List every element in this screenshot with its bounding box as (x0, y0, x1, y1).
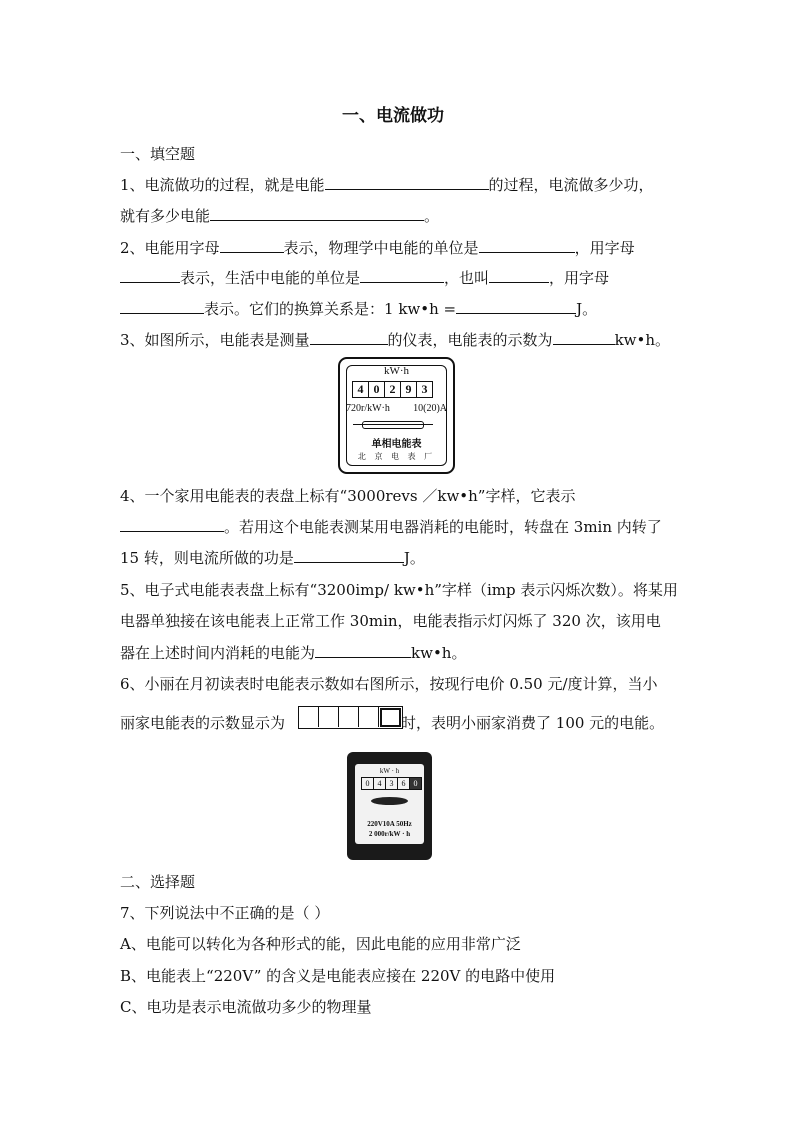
question-5-line-2: 电器单独接在该电能表上正常工作 30min，电能表指示灯闪烁了 320 次，该用电 (120, 612, 661, 630)
question-3: 3、如图所示，电能表是测量 的仪表，电能表的示数为 kw•h。 (120, 331, 670, 349)
reading-box[interactable] (319, 707, 339, 727)
meter-spec-2: 2 000r/kW · h (368, 830, 411, 838)
meter-reading-boxes[interactable] (298, 706, 403, 729)
meter-digit: 0 (410, 778, 421, 789)
question-1-line-2: 就有多少电能 。 (120, 207, 440, 225)
answer-blank[interactable] (220, 238, 284, 253)
section-multiple-choice: 二、选择题 (120, 873, 196, 891)
question-2-line-3: 表示。它们的换算关系是：1 kw•h = J。 (120, 299, 597, 319)
meter-spec-1: 220V10A 50Hz (367, 820, 412, 828)
meter-digit: 3 (386, 778, 398, 789)
reading-box[interactable] (380, 708, 401, 727)
meter-digit: 0 (362, 778, 374, 789)
electric-meter-image-2 (347, 752, 432, 860)
meter-digit: 0 (369, 382, 385, 397)
reading-box[interactable] (299, 707, 319, 727)
meter-digits (352, 381, 433, 398)
answer-blank[interactable] (120, 299, 204, 314)
meter-spec-right: 10(20)A (413, 403, 447, 414)
option-a[interactable]: A、电能可以转化为各种形式的能，因此电能的应用非常广泛 (120, 935, 521, 953)
question-5-line-3: 器在上述时间内消耗的电能为 kw•h。 (120, 644, 467, 662)
meter-digit: 4 (353, 382, 369, 397)
meter-spec-left: 720r/kW·h (346, 403, 390, 414)
question-4-line-3: 15 转，则电流所做的功是 J。 (120, 549, 425, 567)
meter-disc (371, 797, 408, 805)
answer-blank[interactable] (120, 517, 224, 532)
answer-blank[interactable] (210, 206, 424, 221)
meter-unit: kW·h (383, 365, 410, 377)
question-4-line-2: 。若用这个电能表测某用电器消耗的电能时，转盘在 3min 内转了 (120, 517, 662, 537)
page-title: 一、电流做功 (342, 106, 444, 126)
option-b[interactable]: B、电能表上“220V” 的含义是电能表应接在 220V 的电路中使用 (120, 967, 556, 985)
answer-blank[interactable] (325, 175, 489, 190)
question-2-line-2: 表示，生活中电能的单位是 ，也叫 ，用字母 (120, 268, 609, 288)
answer-blank[interactable] (294, 548, 404, 563)
question-1-line-1: 1、电流做功的过程，就是电能 的过程，电流做多少功， (120, 176, 654, 194)
question-6-line-2a: 丽家电能表的示数显示为 (120, 714, 286, 732)
question-2-line-1: 2、电能用字母 表示，物理学中电能的单位是 ，用字母 (120, 239, 635, 257)
electric-meter-image-1 (338, 357, 455, 474)
meter-digits (361, 777, 422, 790)
question-4-line-1: 4、一个家用电能表的表盘上标有“3000revs ／kw•h”字样，它表示 (120, 487, 576, 505)
question-6-line-2b: 时，表明小丽家消费了 100 元的电能。 (401, 714, 665, 732)
answer-blank[interactable] (310, 330, 388, 345)
meter-digit: 4 (374, 778, 386, 789)
option-c[interactable]: C、电功是表示电流做功多少的物理量 (120, 998, 372, 1016)
reading-box[interactable] (359, 707, 379, 727)
answer-blank[interactable] (360, 268, 444, 283)
question-7-stem: 7、下列说法中不正确的是（ ） (120, 904, 330, 922)
answer-blank[interactable] (479, 238, 575, 253)
answer-blank[interactable] (315, 643, 411, 658)
meter-face (355, 764, 424, 844)
meter-label: 单相电能表 (371, 439, 422, 450)
meter-digit: 2 (385, 382, 401, 397)
question-6-line-1: 6、小丽在月初读表时电能表示数如右图所示，按现行电价 0.50 元/度计算，当小 (120, 675, 658, 693)
question-5-line-1: 5、电子式电能表表盘上标有“3200imp/ kw•h”字样（imp 表示闪烁次数）。将某用 (120, 581, 678, 599)
meter-digit: 3 (421, 382, 428, 396)
answer-blank[interactable] (553, 330, 615, 345)
section-fill-in: 一、填空题 (120, 145, 196, 163)
answer-blank[interactable] (456, 299, 576, 314)
meter-unit: kW · h (379, 767, 400, 775)
reading-box[interactable] (339, 707, 359, 727)
meter-digit: 9 (401, 382, 417, 397)
answer-blank[interactable] (120, 268, 180, 283)
meter-maker: 北 京 电 表 厂 (357, 452, 436, 461)
answer-blank[interactable] (489, 268, 549, 283)
meter-digit: 6 (398, 778, 410, 789)
meter-disc (362, 421, 424, 429)
